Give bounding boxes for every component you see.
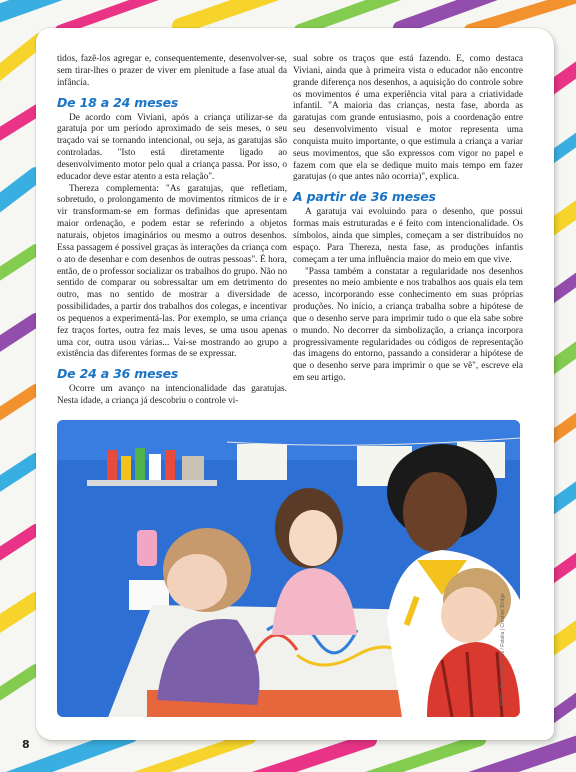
photo-credit: FOTO: Brand X Pictures / Fotolia | Creative Bridge <box>500 593 506 705</box>
paragraph: A garatuja vai evoluindo para o desenho, que possui formas mais estruturadas e é feito com intencionalidade. Os símbolos, ainda que simples, começam a ser distribuídos no espaço. Para Thereza, nesta fase, as produções infantis começam a ter uma influência maior do meio em que vive. <box>293 207 523 265</box>
section-heading-24-36: De 24 a 36 meses <box>57 366 179 382</box>
page-number: 8 <box>22 738 30 751</box>
paragraph: "Passa também a constatar a regularidade nos desenhos presentes no meio ambiente e nos trabalhos aos quais ela tem acesso, incorporando esse conhecimento em suas próprias produções. No início, a criança trabalha sobre a hipótese de que o desenho serve para imprimir tudo o que ela sabe sobre o mundo. No decorrer da simbolização, a criança incorpora progressivamente regularidades ou códigos de representação das imagens do entorno, passando a considerar a hipótese de que o desenho serve para imprimir o que se vê", escreve ela em seu artigo. <box>293 266 523 384</box>
paragraph: De acordo com Viviani, após a criança utilizar-se da garatuja por um período aproximado de seis meses, o seu traçado vai se tornando intencional, ou seja, as garatujas são controladas. "Isto está diretamente ligado ao desenvolvimento motor pelo qual a criança passa. Por isso, o educador deve estar atento a esta relação". <box>57 112 287 182</box>
paragraph: sual sobre os traços que está fazendo. E, como destaca Viviani, ainda que à primeira vista o educador não encontre grande diferença nos desenhos, a aquisição do controle sobre os movimentos é uma experiência vital para a criatividade infantil. "A maioria das crianças, nesta fase, aborda as garatujas com grande entusiasmo, pois a coordenação entre seu desenvolvimento visual e motor representa uma conquista muito importante, o que estimula a criança a variar seus movimentos, que são expressos com vigor no papel e fazem com que ela se dedique muito mais tempo em fazer garatujas (o que antes não ocorria)", explica. <box>293 54 523 183</box>
paragraph: Ocorre um avanço na intencionalidade das garatujas. Nesta idade, a criança já descobriu o controle vi- <box>57 384 287 407</box>
paragraph: tidos, fazê-los agregar e, consequentemente, desenvolver-se, sem tirar-lhes o prazer de viver em plenitude a fase atual da infância. <box>57 54 287 88</box>
right-text-column <box>293 54 523 385</box>
left-text-column <box>57 54 287 408</box>
section-heading-18-24: De 18 a 24 meses <box>57 94 179 110</box>
section-heading-36-plus: A partir de 36 meses <box>293 189 436 205</box>
paragraph: Thereza complementa: "As garatujas, que refletiam, sobretudo, o prolongamento de movimentos rítmicos de ir e vir transformam-se em formas definidas que apresentam maior ordenação, e podem estar se referindo a objetos naturais, objetos imaginários ou mesmo a outros desenhos. Essa passagem é possível graças às interações da criança com o ato de desenhar e com desenhos de outras pessoas". É hora, então, de o professor socializar os trabalhos do grupo. Não no sentido de comparar ou sobressaltar um em detrimento do outro, mas no sentido de mostrar a diversidade de possibilidades, a partir dos trabalhos dos colegas, e incentivar os pequenos a experimentá-las. Por exemplo, se uma criança fez traços fortes, outra fez mais leves, se uma usou apenas uma cor, outra usou várias... Vai-se mostrando ao grupo a existência das diferentes formas de se expressar. <box>57 183 287 360</box>
classroom-photo <box>57 420 520 717</box>
